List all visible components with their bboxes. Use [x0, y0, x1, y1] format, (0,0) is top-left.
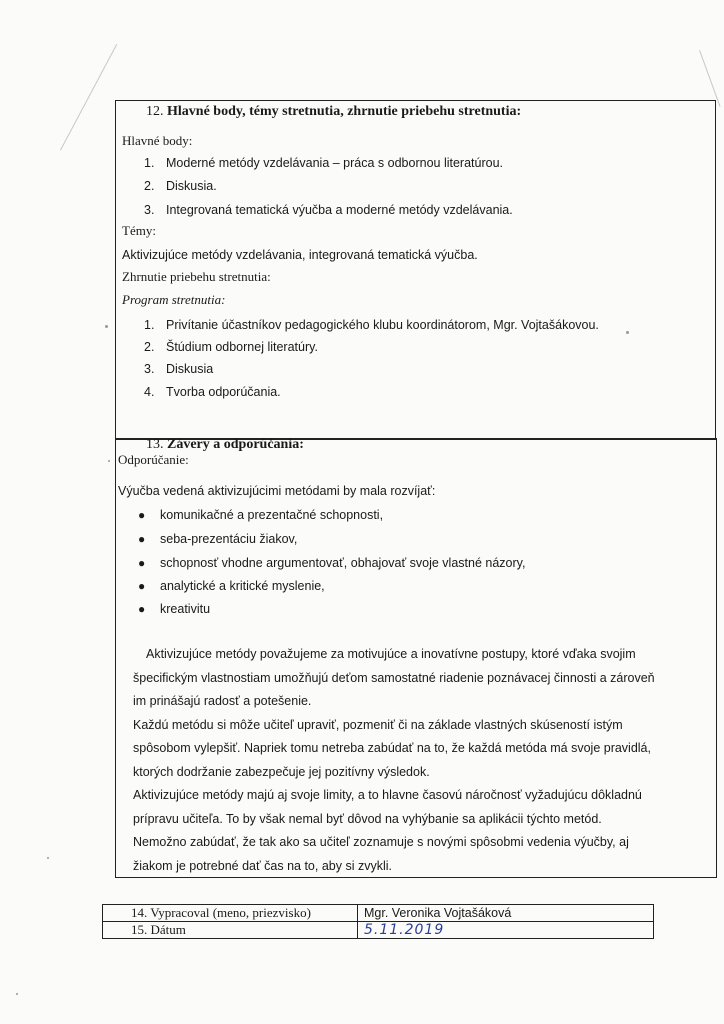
bullet-dot-icon: ●	[138, 602, 146, 616]
scan-dot	[105, 325, 108, 328]
bullet-item: ● analytické a kritické myslenie,	[138, 579, 325, 593]
main-point-item: 1. Moderné metódy vzdelávania – práca s odbornou literatúrou.	[144, 156, 504, 170]
bullet-dot-icon: ●	[138, 579, 146, 593]
program-label: Program stretnutia:	[122, 292, 226, 307]
bullet-item: ● schopnosť vhodne argumentovať, obhajovať svoje vlastné názory,	[138, 556, 526, 570]
bullet-dot-icon: ●	[138, 508, 146, 522]
bullet-item: ● komunikačné a prezentačné schopnosti,	[138, 508, 384, 522]
footer-table	[102, 904, 654, 939]
topics-text: Aktivizujúce metódy vzdelávania, integrovaná tematická výučba.	[122, 248, 478, 262]
section-13-heading: Závery a odporúčania:	[167, 437, 304, 452]
scan-dot	[47, 857, 49, 859]
main-point-item: 2. Diskusia.	[144, 179, 217, 193]
bullet-dot-icon: ●	[138, 556, 146, 570]
section-12-number: 12.	[146, 104, 164, 119]
main-point-item: 3. Integrovaná tematická výučba a moderné metódy vzdelávania.	[144, 203, 513, 217]
paragraph-line: Aktivizujúce metódy majú aj svoje limity, a to hlavne časovú náročnosť vyžadujúcu dôkladnú	[133, 788, 642, 802]
program-item: 1. Privítanie účastníkov pedagogického klubu koordinátorom, Mgr. Vojtašákovou.	[144, 318, 599, 332]
paragraph-line: Aktivizujúce metódy považujeme za motivujúce a inovatívne postupy, ktoré vďaka svojim	[146, 647, 636, 661]
program-item: 4. Tvorba odporúčania.	[144, 385, 281, 399]
paragraph-line: prípravu učiteľa. To by však nemal byť dôvod na vyhýbanie sa aplikácii týchto metód.	[133, 811, 602, 826]
date-value	[358, 922, 654, 939]
date-label: 15. Dátum	[103, 922, 358, 939]
section-12-title	[146, 104, 521, 120]
prepared-by-value: Mgr. Veronika Vojtašáková	[358, 905, 654, 922]
scan-artifact-line	[60, 44, 117, 150]
conclusion-paragraph	[133, 643, 653, 878]
program-item: 3. Diskusia	[144, 362, 214, 376]
section-13-title	[146, 437, 304, 453]
section-12-heading: Hlavné body, témy stretnutia, zhrnutie priebehu stretnutia:	[167, 104, 522, 119]
prepared-by-label: 14. Vypracoval (meno, priezvisko)	[103, 905, 358, 922]
paragraph-line: im prinášajú radosť a potešenie.	[133, 694, 312, 708]
paragraph-line: žiakom je potrebné dať čas na to, aby si zvykli.	[133, 858, 392, 873]
topics-label: Témy:	[122, 223, 156, 238]
paragraph-line: spôsobom vylepšiť. Napriek tomu netreba zabúdať na to, že každá metóda má svoje pravidlá,	[133, 741, 651, 755]
section-13-number: 13.	[146, 437, 164, 452]
table-row	[103, 905, 654, 922]
paragraph-line: špecifickým vlastnostiam umožňujú deťom samostatné riadenie poznávacej činnosti a zároveň	[133, 670, 655, 685]
program-item: 2. Štúdium odbornej literatúry.	[144, 340, 318, 354]
summary-label: Zhrnutie priebehu stretnutia:	[122, 269, 271, 284]
paragraph-line: ktorých dodržanie zabezpečuje jej pozitívny výsledok.	[133, 764, 430, 779]
recommendation-intro: Výučba vedená aktivizujúcimi metódami by mala rozvíjať:	[118, 484, 436, 498]
recommendation-label: Odporúčanie:	[118, 452, 189, 467]
paragraph-line: Každú metódu si môže učiteľ upraviť, pozmeniť či na základe vlastných skúseností istým	[133, 717, 623, 732]
handwritten-date: 5.11.2019	[364, 922, 445, 938]
bullet-item: ● seba-prezentáciu žiakov,	[138, 532, 298, 546]
scan-dot	[108, 460, 110, 462]
main-points-label: Hlavné body:	[122, 133, 193, 148]
scan-dot	[16, 993, 18, 995]
bullet-item: ● kreativitu	[138, 602, 211, 616]
scan-artifact-line	[699, 50, 720, 107]
bullet-dot-icon: ●	[138, 532, 146, 546]
paragraph-line: Nemožno zabúdať, že tak ako sa učiteľ zoznamuje s novými spôsobmi vedenia výučby, aj	[133, 835, 629, 849]
table-row	[103, 922, 654, 939]
